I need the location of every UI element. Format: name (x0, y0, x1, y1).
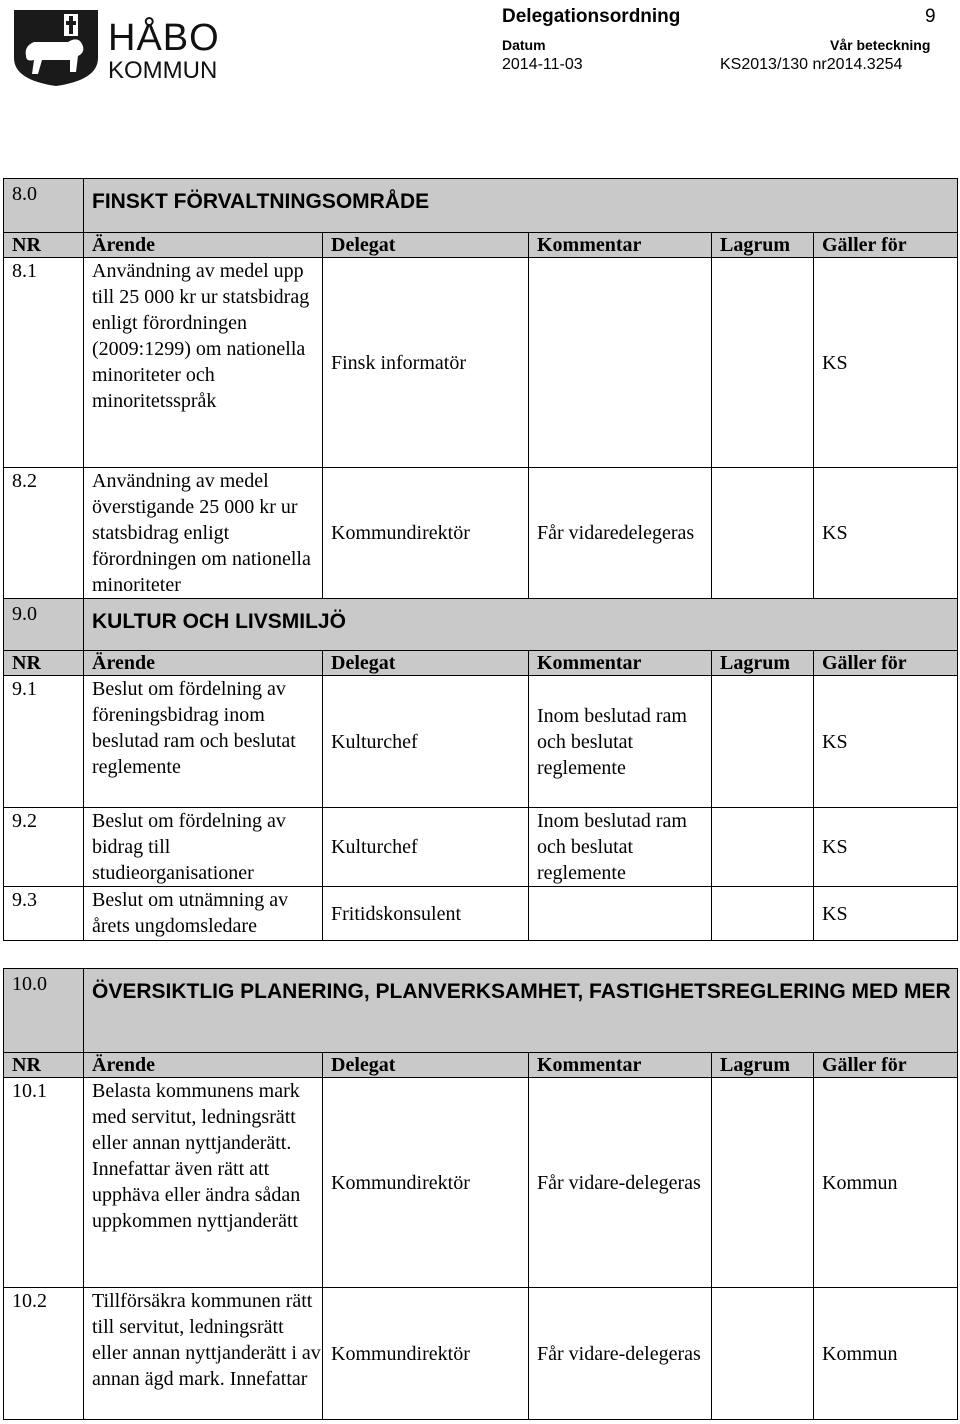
reference-label: Vår beteckning (830, 37, 931, 53)
row-nr: 9.3 (4, 887, 84, 941)
date-value: 2014-11-03 (502, 56, 583, 73)
section-row (4, 969, 958, 1053)
row-galler: Kommun (814, 1078, 958, 1288)
row-arende: Tillförsäkra kommunen rätt till servitut, ledningsrätt eller annan nyttjanderätt i av annan ägd mark. Innefattar (84, 1288, 323, 1420)
logo-text-top: HÅBO (108, 17, 220, 59)
section-row (4, 179, 958, 233)
col-lagrum: Lagrum (712, 1053, 814, 1078)
date-label: Datum (502, 37, 546, 53)
col-nr: NR (4, 651, 84, 676)
section-number: 9.0 (4, 599, 84, 651)
row-lagrum (712, 1288, 814, 1420)
section-number: 8.0 (4, 179, 84, 233)
row-arende: Användning av medel upp till 25 000 kr ur statsbidrag enligt förordningen (2009:1299) om nationella minoriteter och minoritetsspråk (84, 258, 323, 468)
table-row (4, 258, 958, 468)
row-arende: Belasta kommunens mark med servitut, ledningsrätt eller annan nyttjanderätt. Innefattar även rätt att upphäva eller ändra sådan uppkommen nyttjanderätt (84, 1078, 323, 1288)
row-arende: Beslut om fördelning av föreningsbidrag inom beslutad ram och beslutat reglemente (84, 676, 323, 808)
delegation-table-2 (3, 968, 958, 1420)
row-delegat: Kommundirektör (323, 1078, 529, 1288)
col-galler: Gäller för (814, 651, 958, 676)
col-lagrum: Lagrum (712, 233, 814, 258)
section-title: ÖVERSIKTLIG PLANERING, PLANVERKSAMHET, FASTIGHETSREGLERING MED MER (84, 969, 958, 1053)
row-delegat: Finsk informatör (323, 258, 529, 468)
row-galler: KS (814, 258, 958, 468)
row-arende: Beslut om fördelning av bidrag till studieorganisationer (84, 808, 323, 887)
col-galler: Gäller för (814, 1053, 958, 1078)
row-nr: 9.1 (4, 676, 84, 808)
column-header-row (4, 1053, 958, 1078)
row-delegat: Kommundirektör (323, 468, 529, 599)
row-delegat: Fritidskonsulent (323, 887, 529, 941)
row-arende: Beslut om utnämning av årets ungdomsledare (84, 887, 323, 941)
row-nr: 9.2 (4, 808, 84, 887)
row-kommentar: Får vidare-delegeras (529, 1078, 712, 1288)
table-row (4, 468, 958, 599)
column-header-row (4, 651, 958, 676)
table-row (4, 808, 958, 887)
row-kommentar (529, 887, 712, 941)
row-lagrum (712, 468, 814, 599)
row-nr: 10.2 (4, 1288, 84, 1420)
row-lagrum (712, 1078, 814, 1288)
row-kommentar: Inom beslutad ram och beslutat reglemente (529, 808, 712, 887)
page-number: 9 (925, 6, 936, 27)
col-kommentar: Kommentar (529, 233, 712, 258)
logo-text-bottom: KOMMUN (108, 57, 218, 84)
row-lagrum (712, 676, 814, 808)
row-delegat: Kommundirektör (323, 1288, 529, 1420)
table-row (4, 676, 958, 808)
row-nr: 8.2 (4, 468, 84, 599)
col-kommentar: Kommentar (529, 1053, 712, 1078)
section-number: 10.0 (4, 969, 84, 1053)
table-row (4, 1288, 958, 1420)
row-kommentar: Får vidare-delegeras (529, 1288, 712, 1420)
row-galler: KS (814, 887, 958, 941)
column-header-row (4, 233, 958, 258)
row-arende: Användning av medel överstigande 25 000 kr ur statsbidrag enligt förordningen om nationella minoriteter (84, 468, 323, 599)
row-galler: Kommun (814, 1288, 958, 1420)
row-lagrum (712, 808, 814, 887)
page-header (0, 0, 960, 100)
row-galler: KS (814, 468, 958, 599)
row-kommentar: Inom beslutad ram och beslutat reglemente (529, 676, 712, 808)
col-nr: NR (4, 233, 84, 258)
col-arende: Ärende (84, 1053, 323, 1078)
col-kommentar: Kommentar (529, 651, 712, 676)
habo-kommun-logo (12, 6, 232, 86)
reference-value: KS2013/130 nr2014.3254 (720, 56, 903, 73)
col-galler: Gäller för (814, 233, 958, 258)
row-galler: KS (814, 676, 958, 808)
table-row (4, 887, 958, 941)
col-delegat: Delegat (323, 651, 529, 676)
section-row (4, 599, 958, 651)
col-nr: NR (4, 1053, 84, 1078)
section-title: KULTUR OCH LIVSMILJÖ (84, 599, 958, 651)
row-delegat: Kulturchef (323, 808, 529, 887)
row-galler: KS (814, 808, 958, 887)
row-lagrum (712, 887, 814, 941)
col-lagrum: Lagrum (712, 651, 814, 676)
row-kommentar (529, 258, 712, 468)
col-delegat: Delegat (323, 1053, 529, 1078)
table-row (4, 1078, 958, 1288)
row-delegat: Kulturchef (323, 676, 529, 808)
row-nr: 8.1 (4, 258, 84, 468)
row-kommentar: Får vidaredelegeras (529, 468, 712, 599)
col-arende: Ärende (84, 233, 323, 258)
section-title: FINSKT FÖRVALTNINGSOMRÅDE (84, 179, 958, 233)
delegation-table-1 (3, 178, 958, 941)
col-arende: Ärende (84, 651, 323, 676)
document-title: Delegationsordning (502, 6, 681, 27)
col-delegat: Delegat (323, 233, 529, 258)
row-lagrum (712, 258, 814, 468)
row-nr: 10.1 (4, 1078, 84, 1288)
